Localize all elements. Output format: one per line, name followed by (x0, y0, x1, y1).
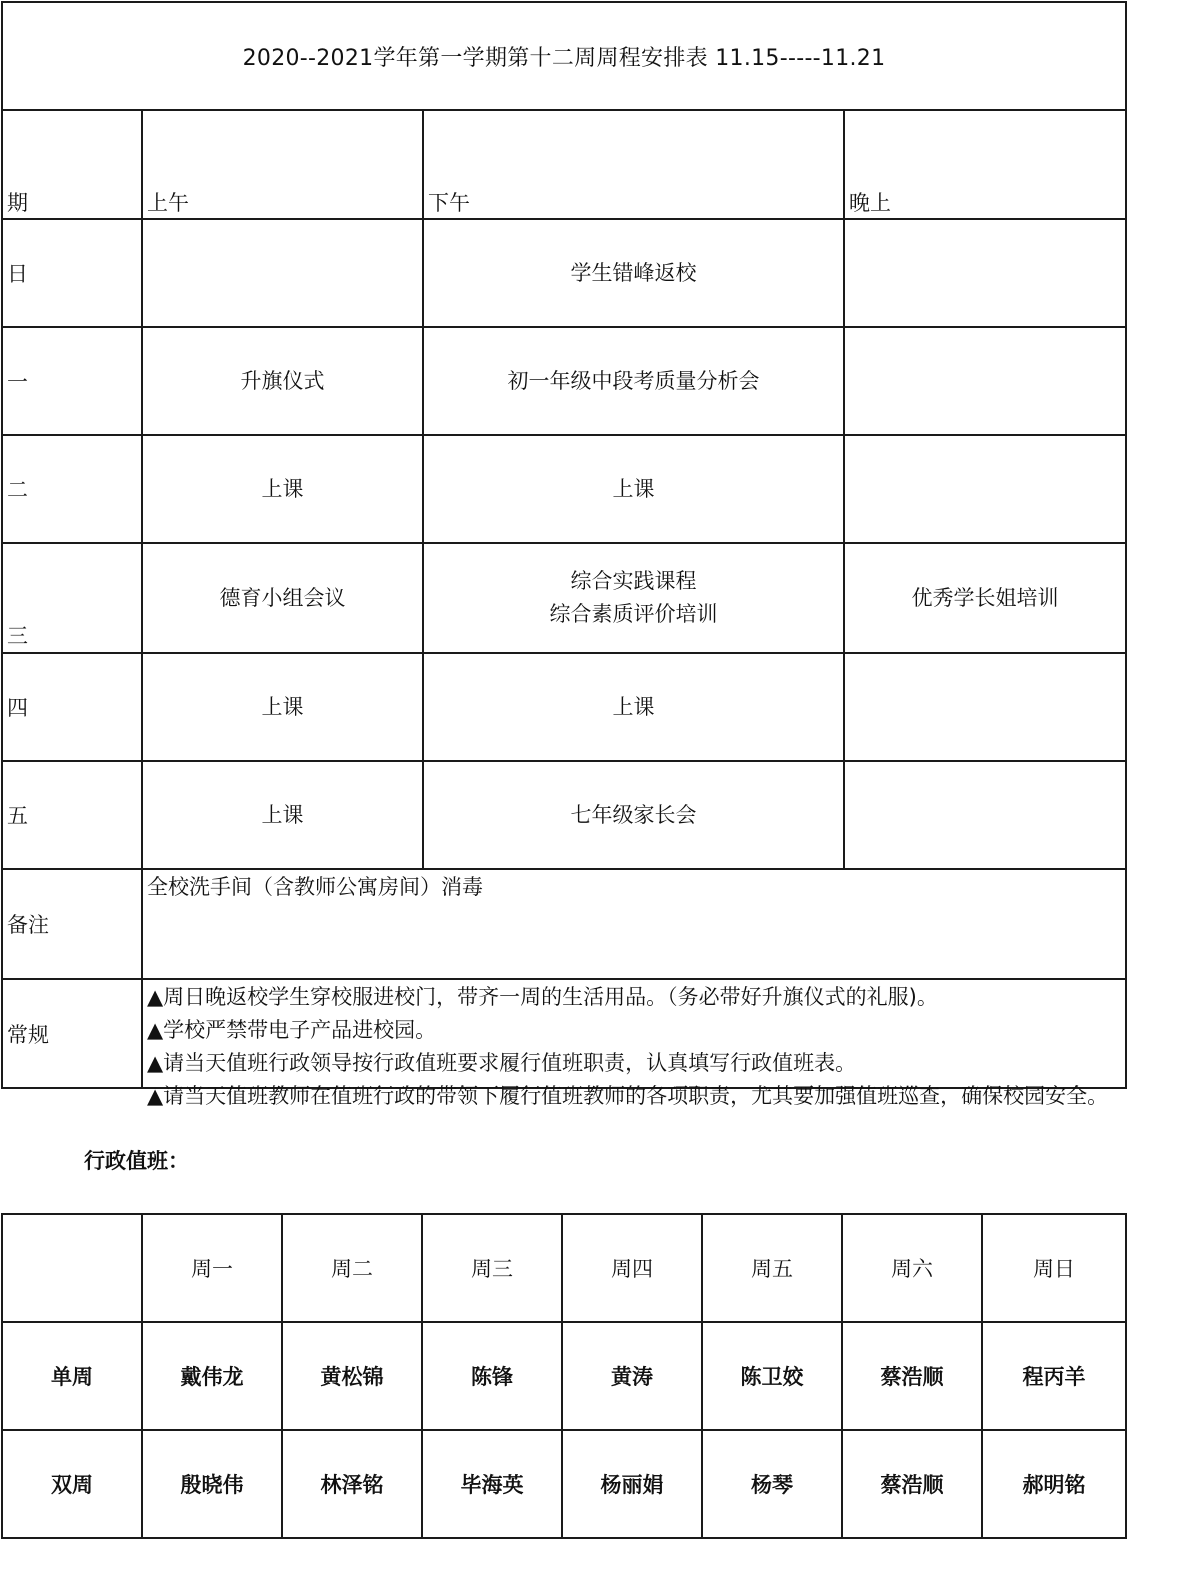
afternoon-cell: 上课 (423, 653, 844, 761)
routine-row (2, 979, 1126, 1088)
duty-name-cell: 杨丽娟 (562, 1430, 702, 1538)
duty-name-cell: 黄涛 (562, 1322, 702, 1430)
duty-header-row (2, 1214, 1126, 1322)
routine-line: ▲请当天值班教师在值班行政的带领下履行值班教师的各项职责，尤其要加强值班巡查，确保校园安全。 (147, 1084, 1109, 1108)
evening-cell: 优秀学长姐培训 (844, 543, 1126, 653)
routine-line: ▲学校严禁带电子产品进校园。 (147, 1018, 437, 1042)
duty-row-odd-week (2, 1322, 1126, 1430)
day-label: 五 (2, 761, 142, 869)
evening-cell (844, 761, 1126, 869)
duty-roster-table (1, 1213, 1127, 1539)
duty-name-cell: 郝明铭 (982, 1430, 1126, 1538)
notes-text: 全校洗手间（含教师公寓房间）消毒 (142, 869, 1126, 979)
duty-day-header: 周三 (422, 1214, 562, 1322)
header-morning: 上午 (142, 110, 423, 219)
day-label: 一 (2, 327, 142, 435)
morning-cell: 升旗仪式 (142, 327, 423, 435)
schedule-row-sunday (2, 219, 1126, 327)
duty-name-cell: 陈卫姣 (702, 1322, 842, 1430)
routine-line: ▲请当天值班行政领导按行政值班要求履行值班职责，认真填写行政值班表。 (147, 1051, 857, 1075)
duty-heading: 行政值班： (84, 1149, 189, 1173)
header-row (2, 110, 1126, 219)
afternoon-cell: 七年级家长会 (423, 761, 844, 869)
notes-row (2, 869, 1126, 979)
morning-cell: 上课 (142, 653, 423, 761)
morning-cell: 德育小组会议 (142, 543, 423, 653)
duty-name-cell: 戴伟龙 (142, 1322, 282, 1430)
duty-row-label: 单周 (2, 1322, 142, 1430)
duty-day-header: 周五 (702, 1214, 842, 1322)
routine-label: 常规 (2, 979, 142, 1088)
day-label: 四 (2, 653, 142, 761)
evening-cell (844, 219, 1126, 327)
duty-name-cell: 杨琴 (702, 1430, 842, 1538)
afternoon-line-1: 综合实践课程 (570, 569, 697, 593)
week-schedule-table (1, 1, 1127, 1108)
evening-cell (844, 653, 1126, 761)
day-label: 二 (2, 435, 142, 543)
morning-cell: 上课 (142, 435, 423, 543)
duty-name-cell: 陈锋 (422, 1322, 562, 1430)
schedule-row-wednesday (2, 543, 1126, 653)
day-label: 日 (2, 219, 142, 327)
header-day: 期 (2, 110, 142, 219)
routine-text-clip (143, 981, 1125, 1108)
duty-name-cell: 蔡浩顺 (842, 1322, 982, 1430)
header-evening: 晚上 (844, 110, 1126, 219)
duty-name-cell: 蔡浩顺 (842, 1430, 982, 1538)
morning-cell: 上课 (142, 761, 423, 869)
schedule-row-thursday (2, 653, 1126, 761)
duty-day-header: 周一 (142, 1214, 282, 1322)
duty-day-header: 周六 (842, 1214, 982, 1322)
duty-corner-cell (2, 1214, 142, 1322)
schedule-row-monday (2, 327, 1126, 435)
duty-row-label: 双周 (2, 1430, 142, 1538)
duty-day-header: 周二 (282, 1214, 422, 1322)
duty-row-even-week (2, 1430, 1126, 1538)
duty-name-cell: 程丙羊 (982, 1322, 1126, 1430)
duty-name-cell: 黄松锦 (282, 1322, 422, 1430)
header-afternoon: 下午 (423, 110, 844, 219)
evening-cell (844, 327, 1126, 435)
duty-day-header: 周四 (562, 1214, 702, 1322)
schedule-row-friday (2, 761, 1126, 869)
duty-name-cell: 林泽铭 (282, 1430, 422, 1538)
afternoon-cell (423, 543, 844, 653)
evening-cell (844, 435, 1126, 543)
routine-line: ▲周日晚返校学生穿校服进校门，带齐一周的生活用品。（务必带好升旗仪式的礼服)。 (147, 985, 938, 1009)
afternoon-cell: 上课 (423, 435, 844, 543)
duty-name-cell: 毕海英 (422, 1430, 562, 1538)
afternoon-cell: 初一年级中段考质量分析会 (423, 327, 844, 435)
morning-cell (142, 219, 423, 327)
schedule-row-tuesday (2, 435, 1126, 543)
afternoon-line-2: 综合素质评价培训 (549, 602, 718, 626)
notes-label: 备注 (2, 869, 142, 979)
day-label: 三 (2, 543, 142, 653)
afternoon-cell: 学生错峰返校 (423, 219, 844, 327)
routine-cell (142, 979, 1126, 1108)
schedule-title: 2020--2021学年第一学期第十二周周程安排表 11.15-----11.21 (2, 2, 1126, 110)
duty-day-header: 周日 (982, 1214, 1126, 1322)
duty-name-cell: 殷晓伟 (142, 1430, 282, 1538)
title-row (2, 2, 1126, 110)
